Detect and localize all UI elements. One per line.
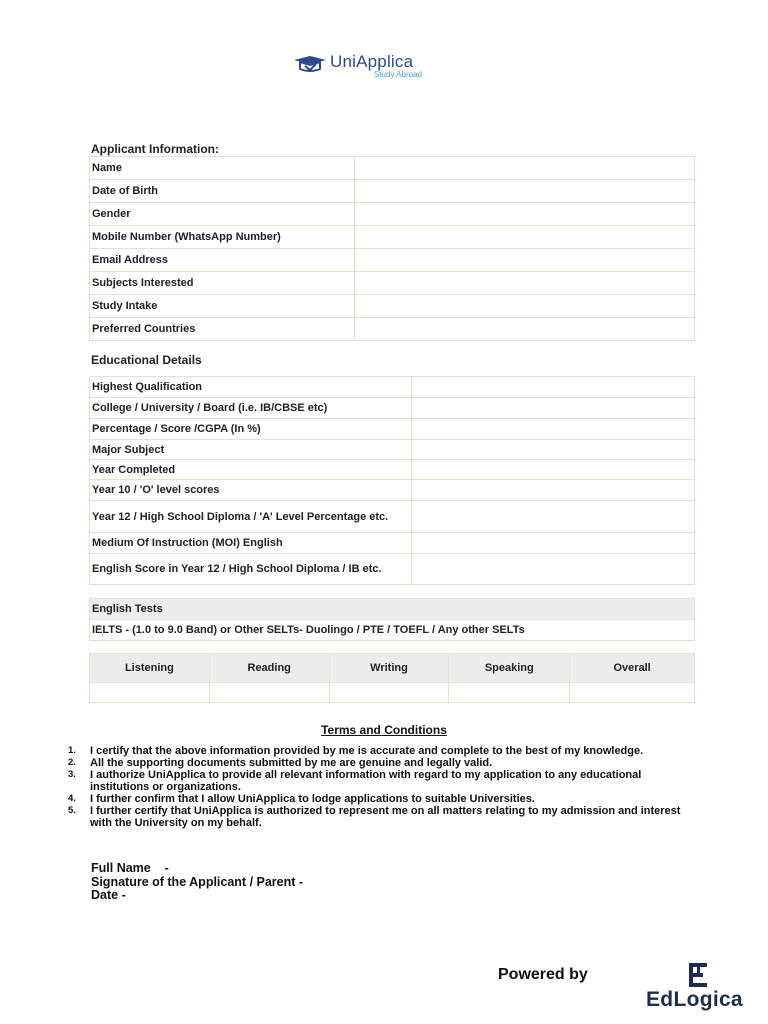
terms-item-text: I further confirm that I allow UniApplica to lodge applications to suitable Universities.: [90, 793, 535, 805]
applicant-row: [90, 226, 695, 249]
applicant-table: [89, 156, 695, 341]
english-tests-header: English Tests: [90, 599, 695, 620]
applicant-value-field[interactable]: [354, 295, 694, 318]
education-heading: Educational Details: [91, 353, 202, 367]
applicant-row: [90, 157, 695, 180]
score-value-field[interactable]: [329, 683, 449, 703]
education-label: Medium Of Instruction (MOI) English: [90, 533, 412, 554]
score-column-header: Speaking: [449, 654, 570, 683]
applicant-row: [90, 318, 695, 341]
score-column-header: Reading: [209, 654, 329, 683]
score-column-header: Writing: [329, 654, 449, 683]
terms-item-text: I certify that the above information provided by me is accurate and complete to the best of my knowledge.: [90, 745, 644, 757]
education-value-field[interactable]: [411, 460, 694, 480]
applicant-heading: Applicant Information:: [91, 142, 219, 156]
applicant-row: [90, 295, 695, 318]
terms-item-text: All the supporting documents submitted by me are genuine and legally valid.: [90, 757, 493, 769]
logo-name-part2: Applica: [356, 52, 414, 71]
education-value-field[interactable]: [411, 533, 694, 554]
date-label: Date -: [91, 888, 126, 902]
applicant-row: [90, 249, 695, 272]
signature-block: [91, 862, 303, 903]
score-column-header: Overall: [570, 654, 695, 683]
education-label: Percentage / Score /CGPA (In %): [90, 419, 412, 440]
logo-name-part1: Uni: [330, 52, 357, 71]
education-label: Highest Qualification: [90, 377, 412, 398]
education-row: [90, 377, 695, 398]
edlogica-logo-icon: [686, 962, 712, 988]
edlogica-part1: Ed: [646, 988, 674, 1011]
score-value-field[interactable]: [449, 683, 570, 703]
education-row: [90, 501, 695, 533]
terms-item-number: 4.: [68, 793, 76, 804]
score-value-field[interactable]: [570, 683, 695, 703]
applicant-label: Preferred Countries: [90, 318, 355, 341]
terms-item: [68, 793, 688, 805]
education-label: College / University / Board (i.e. IB/CBSE etc): [90, 398, 412, 419]
terms-item-text: I authorize UniApplica to provide all relevant information with regard to my application to any educational institutions or organizations.: [90, 769, 642, 793]
education-value-field[interactable]: [411, 398, 694, 419]
terms-item-number: 3.: [68, 769, 76, 780]
graduation-cap-icon: [292, 55, 328, 75]
score-value-field[interactable]: [209, 683, 329, 703]
logo-tagline: Study Abroad: [374, 70, 423, 79]
english-tests-description: IELTS - (1.0 to 9.0 Band) or Other SELTs- Duolingo / PTE / TOEFL / Any other SELTs: [90, 620, 695, 641]
applicant-label: Email Address: [90, 249, 355, 272]
scores-table: [89, 653, 695, 703]
education-label: Major Subject: [90, 440, 412, 460]
terms-item-text: I further certify that UniApplica is authorized to represent me on all matters relating to my admission and interest with the University on my behalf.: [90, 805, 681, 829]
education-value-field[interactable]: [411, 419, 694, 440]
applicant-value-field[interactable]: [354, 203, 694, 226]
education-label: Year Completed: [90, 460, 412, 480]
edlogica-wordmark: [646, 988, 743, 1012]
signature-label: Signature of the Applicant / Parent -: [91, 874, 304, 889]
education-row: [90, 440, 695, 460]
applicant-value-field[interactable]: [354, 157, 694, 180]
education-label: Year 10 / 'O' level scores: [90, 480, 412, 501]
terms-item-number: 1.: [68, 745, 76, 756]
score-value-field[interactable]: [90, 683, 210, 703]
education-row: [90, 419, 695, 440]
terms-item-number: 2.: [68, 757, 76, 768]
applicant-label: Mobile Number (WhatsApp Number): [90, 226, 355, 249]
applicant-row: [90, 272, 695, 295]
applicant-value-field[interactable]: [354, 180, 694, 203]
applicant-row: [90, 203, 695, 226]
terms-title: Terms and Conditions: [321, 723, 447, 737]
powered-by-label: Powered by: [498, 966, 588, 983]
education-value-field[interactable]: [411, 480, 694, 501]
education-row: [90, 460, 695, 480]
education-label: Year 12 / High School Diploma / 'A' Level Percentage etc.: [90, 501, 412, 533]
education-value-field[interactable]: [411, 501, 694, 533]
applicant-value-field[interactable]: [354, 272, 694, 295]
education-row: [90, 554, 695, 585]
education-value-field[interactable]: [411, 440, 694, 460]
education-row: [90, 398, 695, 419]
education-row: [90, 533, 695, 554]
applicant-value-field[interactable]: [354, 226, 694, 249]
applicant-label: Subjects Interested: [90, 272, 355, 295]
uniapplica-logo: [292, 53, 422, 79]
applicant-row: [90, 180, 695, 203]
education-value-field[interactable]: [411, 377, 694, 398]
applicant-value-field[interactable]: [354, 318, 694, 341]
education-row: [90, 480, 695, 501]
full-name-label: Full Name -: [91, 861, 169, 875]
score-column-header: Listening: [90, 654, 210, 683]
terms-item: [68, 769, 688, 793]
terms-item: [68, 805, 688, 829]
applicant-label: Study Intake: [90, 295, 355, 318]
education-value-field[interactable]: [411, 554, 694, 585]
terms-list: [68, 745, 688, 829]
english-tests-table: [89, 598, 695, 641]
applicant-label: Name: [90, 157, 355, 180]
edlogica-part2: Logica: [673, 988, 743, 1011]
education-label: English Score in Year 12 / High School Diploma / IB etc.: [90, 554, 412, 585]
applicant-value-field[interactable]: [354, 249, 694, 272]
applicant-label: Gender: [90, 203, 355, 226]
terms-item: [68, 757, 688, 769]
terms-item-number: 5.: [68, 805, 76, 816]
education-table: [89, 376, 695, 585]
terms-item: [68, 745, 688, 757]
applicant-label: Date of Birth: [90, 180, 355, 203]
